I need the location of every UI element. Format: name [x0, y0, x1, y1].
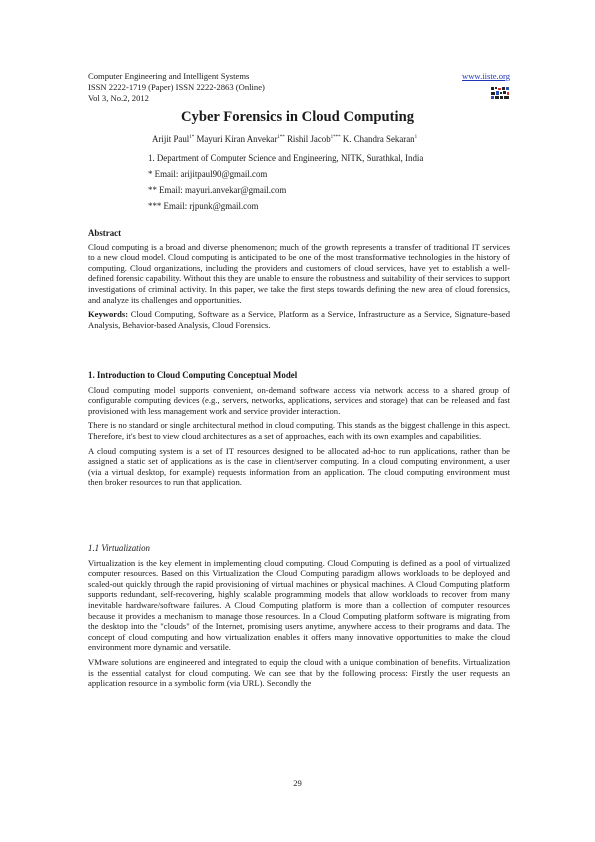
- paragraph: VMware solutions are engineered and integrated to equip the cloud with a unique combination of benefits. Virtualization is the essential catalyst for cloud computing. We can see that by the following process: Firstly the user requests an application resource in a symbolic form (via URL). Secondly the: [88, 656, 510, 689]
- section-virtualization: [88, 543, 510, 693]
- section-introduction: [88, 370, 510, 492]
- author-name: Rishil Jacob: [287, 134, 331, 144]
- keywords-text: Cloud Computing, Software as a Service, Platform as a Service, Infrastructure as a Service, Signature-based Analysis, Behavior-based Analysis, Cloud Forensics.: [88, 309, 510, 330]
- iiste-logo-icon: [490, 86, 510, 100]
- paragraph: A cloud computing system is a set of IT resources designed to be allocated ad-hoc to run applications, rather than be assigned a static set of applications as is the case in client/server computing. In a cloud computing environment, a user (via a virtual desktop, for example) requests information from an application. The cloud computing environment must then broker resources to run that application.: [88, 445, 510, 488]
- paper-title: Cyber Forensics in Cloud Computing: [181, 109, 414, 125]
- author-mark: 1***: [330, 135, 341, 140]
- abstract-text: Cloud computing is a broad and diverse phenomenon; much of the growth represents a transfer of traditional IT services to a new cloud model. Cloud computing is anticipated to be one of the most transformative technologies in the history of computing. Cloud organizations, including the providers and customers of cloud services, have yet to establish a well-defined forensic capability. Without this they are unable to ensure the robustness and suitability of their services to support investigations of criminal activity. In this paper, we take the first steps towards defining the new area of cloud forensics, and analyze its challenges and opportunities.: [88, 241, 510, 305]
- author-mark: 1**: [277, 135, 285, 140]
- author-email: ** Email: mayuri.anvekar@gmail.com: [148, 185, 287, 195]
- paragraph: Virtualization is the key element in implementing cloud computing. Cloud Computing is defined as a pool of virtualized computer resources. Based on this Virtualization the Cloud Computing paradigm allows workloads to be deployed and scaled-out quickly through the rapid provisioning of virtual machines or physical machines. A Cloud Computing platform supports redundant, self-recovering, highly scalable programming models that allow workloads to recover from many inevitable hardware/software failures. A Cloud Computing platform is more than a collection of computer resources because it provides a mechanism to manage those resources. In a Cloud Computing platform software is migrating from the desktop into the "clouds" of the Internet, promising users anytime, anywhere access to their programs and data. The concept of cloud computing and how virtualization enables it offers many innovative opportunities to make the cloud environment more dynamic and versatile.: [88, 557, 510, 653]
- paragraph: Cloud computing model supports convenient, on-demand software access via network access to a shared group of configurable computing devices (e.g., servers, networks, applications, services and storage) that can be released and fast provisioned with less management work and service provider interaction.: [88, 384, 510, 416]
- author-name: K. Chandra Sekaran: [342, 134, 415, 144]
- abstract-block: [88, 228, 510, 334]
- keywords-label: Keywords:: [88, 309, 129, 320]
- affiliation: 1. Department of Computer Science and Engineering, NITK, Surathkal, India: [148, 153, 424, 163]
- running-header: [88, 71, 510, 104]
- author-mark: 1*: [189, 135, 195, 140]
- author-email: *** Email: rjpunk@gmail.com: [148, 201, 259, 211]
- journal-name: Computer Engineering and Intelligent Systems: [88, 71, 250, 81]
- paragraph: There is no standard or single architectural method in cloud computing. This stands as the biggest challenge in this aspect. Therefore, it's best to view cloud architectures as a set of approaches, each with its own examples and capabilities.: [88, 420, 510, 441]
- author-email: * Email: arijitpaul90@gmail.com: [148, 169, 268, 179]
- volume-line: Vol 3, No.2, 2012: [88, 93, 149, 103]
- subsection-heading: 1.1 Virtualization: [88, 543, 150, 553]
- page-number: 29: [293, 778, 302, 788]
- section-heading: 1. Introduction to Cloud Computing Conceptual Model: [88, 370, 298, 380]
- abstract-heading: Abstract: [88, 228, 122, 238]
- issn-line: ISSN 2222-1719 (Paper) ISSN 2222-2863 (Online): [88, 82, 265, 92]
- author-mark: 1: [414, 135, 418, 140]
- author-line: [152, 134, 417, 144]
- author-name: Mayuri Kiran Anvekar: [196, 134, 278, 144]
- author-name: Arijit Paul: [152, 134, 190, 144]
- journal-url-link[interactable]: www.iiste.org: [462, 71, 510, 81]
